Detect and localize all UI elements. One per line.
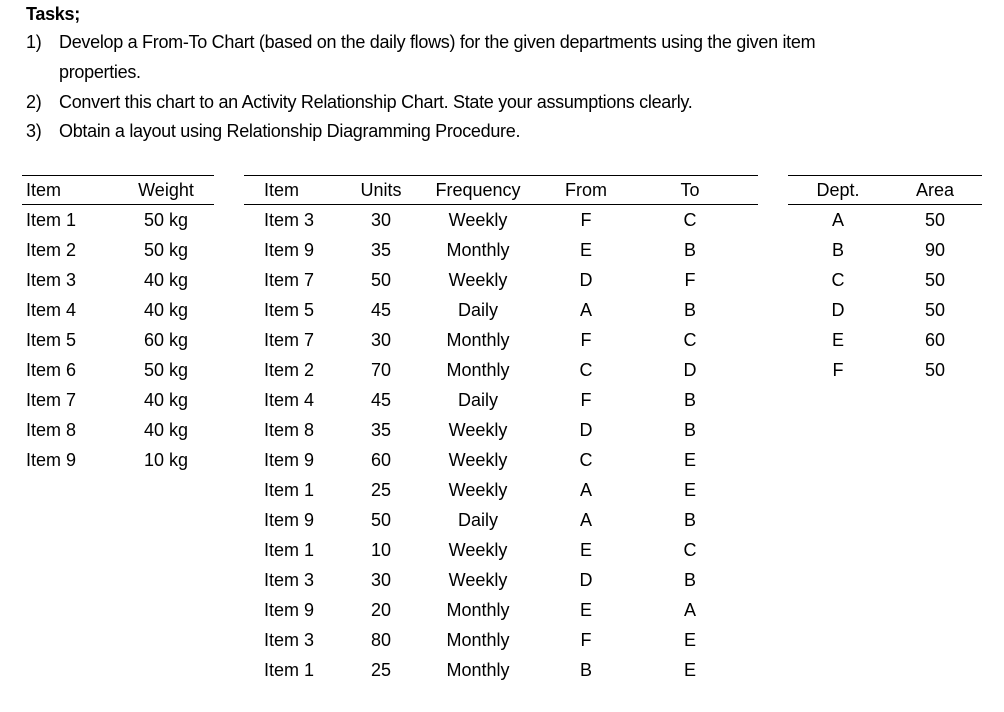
frequency-cell: Daily xyxy=(457,299,498,320)
from-cell: D xyxy=(579,269,593,290)
table-row xyxy=(788,325,982,355)
to-cell: F xyxy=(684,269,696,290)
frequency-cell: Daily xyxy=(457,389,498,410)
to-cell: D xyxy=(683,359,697,380)
units-cell: 35 xyxy=(370,419,392,440)
task-2-number: 2) xyxy=(26,92,42,112)
from-cell: B xyxy=(579,659,592,680)
table-row xyxy=(22,385,214,415)
to-cell: B xyxy=(683,239,696,260)
table-row xyxy=(244,295,758,325)
frequency-cell: Weekly xyxy=(448,209,508,230)
dept-cell: B xyxy=(831,239,844,260)
table-row xyxy=(22,205,214,236)
task-3-number: 3) xyxy=(26,121,42,141)
item-weight-header-row xyxy=(22,176,214,205)
frequency-cell: Monthly xyxy=(446,359,510,380)
area-cell: 50 xyxy=(924,209,946,230)
table-row xyxy=(244,385,758,415)
item-cell: Item 5 xyxy=(26,329,77,350)
table-row xyxy=(788,355,982,385)
to-cell: C xyxy=(683,329,697,350)
units-cell: 45 xyxy=(370,389,392,410)
dept-cell: C xyxy=(831,269,845,290)
col-header-item: Item xyxy=(264,179,300,200)
department-area-table xyxy=(788,175,982,385)
item-cell: Item 8 xyxy=(264,419,315,440)
dept-cell: E xyxy=(831,329,844,350)
area-cell: 50 xyxy=(924,359,946,380)
weight-cell: 40 kg xyxy=(143,269,189,290)
item-cell: Item 1 xyxy=(26,209,77,230)
from-cell: F xyxy=(580,209,592,230)
frequency-cell: Weekly xyxy=(448,419,508,440)
table-row xyxy=(22,235,214,265)
units-cell: 60 xyxy=(370,449,392,470)
item-cell: Item 3 xyxy=(264,209,315,230)
dept-cell: F xyxy=(832,359,844,380)
to-cell: B xyxy=(683,419,696,440)
col-header-units: Units xyxy=(360,179,402,200)
table-row xyxy=(244,445,758,475)
area-cell: 60 xyxy=(924,329,946,350)
col-header-area: Area xyxy=(915,179,955,200)
area-cell: 90 xyxy=(924,239,946,260)
weight-cell: 40 kg xyxy=(143,299,189,320)
table-row xyxy=(244,235,758,265)
task-2 xyxy=(26,92,692,113)
task-1 xyxy=(26,32,815,53)
table-row xyxy=(22,325,214,355)
item-cell: Item 9 xyxy=(264,449,315,470)
item-cell: Item 8 xyxy=(26,419,77,440)
units-cell: 45 xyxy=(370,299,392,320)
task-1-text: Develop a From-To Chart (based on the daily flows) for the given departments using the given item xyxy=(59,32,816,52)
area-cell: 50 xyxy=(924,299,946,320)
weight-cell: 40 kg xyxy=(143,389,189,410)
item-cell: Item 7 xyxy=(264,329,315,350)
item-cell: Item 4 xyxy=(26,299,77,320)
item-cell: Item 1 xyxy=(264,479,315,500)
item-weight-table xyxy=(22,175,214,475)
table-row xyxy=(244,625,758,655)
units-cell: 50 xyxy=(370,509,392,530)
units-cell: 50 xyxy=(370,269,392,290)
weight-cell: 50 kg xyxy=(143,359,189,380)
item-cell: Item 3 xyxy=(264,569,315,590)
units-cell: 35 xyxy=(370,239,392,260)
frequency-cell: Monthly xyxy=(446,329,510,350)
frequency-cell: Monthly xyxy=(446,239,510,260)
from-cell: F xyxy=(580,629,592,650)
col-header-to: To xyxy=(680,179,700,200)
item-flow-table xyxy=(244,175,758,685)
dept-cell: D xyxy=(831,299,845,320)
item-cell: Item 9 xyxy=(264,509,315,530)
from-cell: D xyxy=(579,419,593,440)
item-cell: Item 9 xyxy=(264,599,315,620)
dept-cell: A xyxy=(831,209,844,230)
weight-cell: 60 kg xyxy=(143,329,189,350)
col-header-dept: Dept. xyxy=(816,179,860,200)
frequency-cell: Weekly xyxy=(448,269,508,290)
from-cell: A xyxy=(579,479,592,500)
item-cell: Item 3 xyxy=(26,269,77,290)
from-cell: F xyxy=(580,389,592,410)
col-header-frequency: Frequency xyxy=(435,179,521,200)
table-row xyxy=(244,265,758,295)
table-row xyxy=(788,265,982,295)
task-2-text: Convert this chart to an Activity Relationship Chart. State your assumptions clearly. xyxy=(59,92,693,112)
units-cell: 80 xyxy=(370,629,392,650)
item-cell: Item 9 xyxy=(264,239,315,260)
to-cell: E xyxy=(683,479,696,500)
item-flow-header-row xyxy=(244,176,758,205)
item-cell: Item 1 xyxy=(264,539,315,560)
table-row xyxy=(244,595,758,625)
frequency-cell: Daily xyxy=(457,509,498,530)
table-row xyxy=(22,355,214,385)
to-cell: B xyxy=(683,299,696,320)
item-cell: Item 1 xyxy=(264,659,315,680)
item-cell: Item 2 xyxy=(26,239,77,260)
item-cell: Item 6 xyxy=(26,359,77,380)
task-1-number: 1) xyxy=(26,32,42,52)
table-row xyxy=(244,355,758,385)
task-3 xyxy=(26,121,520,142)
item-cell: Item 5 xyxy=(264,299,315,320)
col-header-weight: Weight xyxy=(138,179,194,200)
from-cell: D xyxy=(579,569,593,590)
from-cell: E xyxy=(579,599,592,620)
weight-cell: 50 kg xyxy=(143,239,189,260)
to-cell: B xyxy=(683,509,696,530)
table-row xyxy=(788,205,982,236)
task-3-text: Obtain a layout using Relationship Diagramming Procedure. xyxy=(59,121,521,141)
from-cell: A xyxy=(579,509,592,530)
weight-cell: 10 kg xyxy=(143,449,189,470)
to-cell: B xyxy=(683,569,696,590)
units-cell: 10 xyxy=(370,539,392,560)
frequency-cell: Weekly xyxy=(448,569,508,590)
table-row xyxy=(244,655,758,685)
units-cell: 25 xyxy=(370,479,392,500)
frequency-cell: Monthly xyxy=(446,599,510,620)
frequency-cell: Weekly xyxy=(448,479,508,500)
table-row xyxy=(244,535,758,565)
item-cell: Item 3 xyxy=(264,629,315,650)
from-cell: F xyxy=(580,329,592,350)
table-row xyxy=(244,205,758,236)
from-cell: E xyxy=(579,239,592,260)
task-1-continuation: properties. xyxy=(59,62,141,82)
weight-cell: 50 kg xyxy=(143,209,189,230)
units-cell: 30 xyxy=(370,329,392,350)
table-row xyxy=(244,415,758,445)
table-row xyxy=(244,505,758,535)
units-cell: 25 xyxy=(370,659,392,680)
units-cell: 70 xyxy=(370,359,392,380)
table-row xyxy=(788,295,982,325)
units-cell: 30 xyxy=(370,209,392,230)
item-cell: Item 7 xyxy=(264,269,315,290)
to-cell: E xyxy=(683,449,696,470)
frequency-cell: Monthly xyxy=(446,659,510,680)
table-row xyxy=(22,295,214,325)
table-row xyxy=(22,265,214,295)
weight-cell: 40 kg xyxy=(143,419,189,440)
table-row xyxy=(788,235,982,265)
area-cell: 50 xyxy=(924,269,946,290)
to-cell: B xyxy=(683,389,696,410)
item-cell: Item 7 xyxy=(26,389,77,410)
to-cell: E xyxy=(683,659,696,680)
table-row xyxy=(244,325,758,355)
table-row xyxy=(244,565,758,595)
to-cell: A xyxy=(683,599,696,620)
item-cell: Item 2 xyxy=(264,359,315,380)
from-cell: E xyxy=(579,539,592,560)
frequency-cell: Monthly xyxy=(446,629,510,650)
frequency-cell: Weekly xyxy=(448,539,508,560)
units-cell: 30 xyxy=(370,569,392,590)
table-row xyxy=(22,415,214,445)
to-cell: E xyxy=(683,629,696,650)
item-cell: Item 9 xyxy=(26,449,77,470)
tasks-title: Tasks; xyxy=(26,4,80,24)
to-cell: C xyxy=(683,539,697,560)
item-cell: Item 4 xyxy=(264,389,315,410)
to-cell: C xyxy=(683,209,697,230)
department-area-header-row xyxy=(788,176,982,205)
table-row xyxy=(244,475,758,505)
table-row xyxy=(22,445,214,475)
frequency-cell: Weekly xyxy=(448,449,508,470)
from-cell: A xyxy=(579,299,592,320)
units-cell: 20 xyxy=(370,599,392,620)
from-cell: C xyxy=(579,359,593,380)
from-cell: C xyxy=(579,449,593,470)
col-header-from: From xyxy=(565,179,607,200)
col-header-item: Item xyxy=(26,179,62,200)
